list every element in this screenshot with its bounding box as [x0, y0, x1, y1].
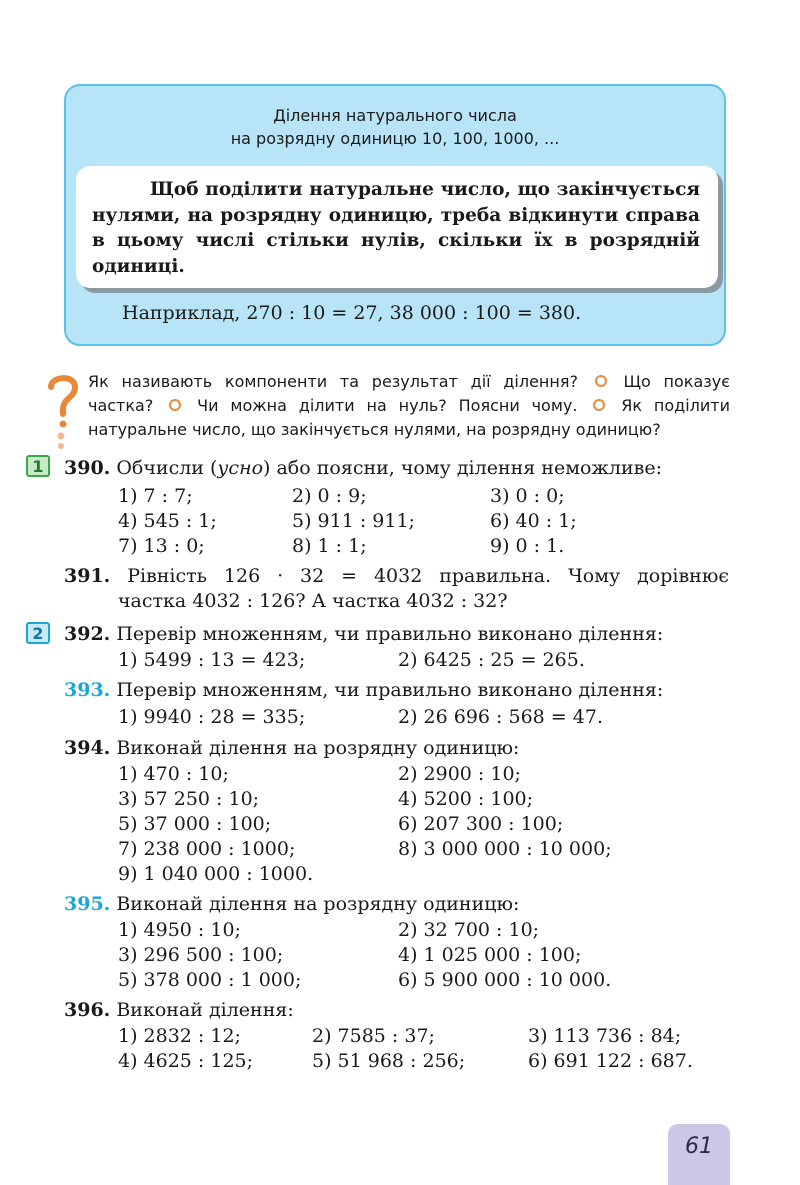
exercise-text: Виконай ділення на розрядну одиницю: — [116, 737, 520, 759]
list-item: 8) 1 : 1; — [292, 535, 367, 557]
exercise-number: 390. — [64, 457, 111, 479]
exercise-text: Перевір множенням, чи правильно виконано ділення: — [116, 623, 664, 645]
list-item: 2) 26 696 : 568 = 47. — [398, 706, 603, 728]
list-item: 2) 7585 : 37; — [312, 1025, 435, 1047]
list-item: 8) 3 000 000 : 10 000; — [398, 838, 612, 860]
exercise-number: 391. — [64, 565, 111, 587]
exercise-number: 392. — [64, 623, 111, 645]
list-item: 4) 545 : 1; — [118, 510, 217, 532]
exercise-392-heading — [64, 622, 663, 647]
list-item: 1) 4950 : 10; — [118, 919, 241, 941]
list-item: 1) 2832 : 12; — [118, 1025, 241, 1047]
exercise-390-items — [118, 484, 718, 559]
rule-title — [66, 104, 724, 150]
exercise-text: Обчисли (усно) або поясни, чому ділення неможливе: — [116, 457, 662, 479]
rule-text: Щоб поділити натуральне число, що закінчується нулями, на розрядну одиницю, треба відкинути справа в цьому числі стільки нулів, скільки їх в розрядній одиниці. — [76, 166, 718, 288]
list-item: 3) 113 736 : 84; — [528, 1025, 682, 1047]
question-4: Як поділити натуральне число, що закінчується нулями, на розрядну одиницю? — [88, 396, 731, 439]
list-item: 4) 5200 : 100; — [398, 788, 534, 810]
exercise-number: 394. — [64, 737, 111, 759]
list-item: 5) 378 000 : 1 000; — [118, 969, 302, 991]
exercise-391 — [64, 564, 729, 614]
exercise-number: 395. — [64, 893, 111, 915]
exercise-390-heading — [64, 456, 662, 481]
exercise-395-heading — [64, 892, 519, 917]
list-item: 5) 911 : 911; — [292, 510, 415, 532]
question-2: Що показує частка? — [88, 372, 731, 415]
list-item: 4) 4625 : 125; — [118, 1050, 254, 1072]
list-item: 2) 32 700 : 10; — [398, 919, 540, 941]
list-item: 3) 0 : 0; — [490, 485, 565, 507]
list-item: 2) 0 : 9; — [292, 485, 367, 507]
list-item: 2) 6425 : 25 = 265. — [398, 649, 585, 671]
list-item: 9) 0 : 1. — [490, 535, 565, 557]
exercise-text-line2: частка 4032 : 126? А частка 4032 : 32? — [118, 590, 508, 612]
list-item: 1) 470 : 10; — [118, 763, 229, 785]
list-item: 6) 5 900 000 : 10 000. — [398, 969, 612, 991]
rule-box — [64, 84, 726, 346]
list-item: 6) 40 : 1; — [490, 510, 577, 532]
exercise-393-items — [118, 705, 718, 730]
list-item: 6) 207 300 : 100; — [398, 813, 564, 835]
level-2-badge: 2 — [26, 622, 50, 644]
question-1: Як називають компоненти та результат дії ділення? — [88, 372, 578, 391]
exercise-396-heading — [64, 998, 294, 1023]
page-number: 61 — [668, 1124, 730, 1185]
list-item: 3) 57 250 : 10; — [118, 788, 260, 810]
list-item: 3) 296 500 : 100; — [118, 944, 284, 966]
exercise-394-heading — [64, 736, 519, 761]
bullet-circle-icon — [593, 399, 605, 411]
list-item: 6) 691 122 : 687. — [528, 1050, 693, 1072]
exercise-395-items — [118, 918, 718, 993]
exercise-392-items — [118, 648, 718, 673]
exercise-text: Виконай ділення на розрядну одиницю: — [116, 893, 520, 915]
list-item: 5) 37 000 : 100; — [118, 813, 272, 835]
question-3: Чи можна ділити на нуль? Поясни чому. — [197, 396, 578, 415]
exercise-number: 396. — [64, 999, 111, 1021]
list-item: 1) 9940 : 28 = 335; — [118, 706, 306, 728]
exercise-text-line1: Рівність 126 · 32 = 4032 правильна. Чому дорівнює — [127, 565, 730, 587]
exercise-text: Перевір множенням, чи правильно виконано ділення: — [116, 679, 664, 701]
question-icon — [46, 374, 80, 450]
exercise-394-items — [118, 762, 718, 887]
exercise-number: 393. — [64, 679, 111, 701]
list-item: 4) 1 025 000 : 100; — [398, 944, 582, 966]
rule-title-line2: на розрядну одиницю 10, 100, 1000, ... — [230, 129, 560, 148]
exercise-396-items — [118, 1024, 728, 1074]
rule-example: Наприклад, 270 : 10 = 27, 38 000 : 100 = 380. — [122, 302, 582, 324]
bullet-circle-icon — [169, 399, 181, 411]
questions-text — [88, 370, 730, 442]
level-1-badge: 1 — [26, 455, 50, 477]
list-item: 5) 51 968 : 256; — [312, 1050, 466, 1072]
list-item: 1) 7 : 7; — [118, 485, 193, 507]
exercise-text: Виконай ділення: — [116, 999, 294, 1021]
exercise-393-heading — [64, 678, 663, 703]
list-item: 7) 13 : 0; — [118, 535, 205, 557]
rule-title-line1: Ділення натурального числа — [273, 106, 517, 125]
list-item: 2) 2900 : 10; — [398, 763, 521, 785]
list-item: 7) 238 000 : 1000; — [118, 838, 296, 860]
list-item: 9) 1 040 000 : 1000. — [118, 863, 314, 885]
bullet-circle-icon — [595, 375, 607, 387]
list-item: 1) 5499 : 13 = 423; — [118, 649, 306, 671]
